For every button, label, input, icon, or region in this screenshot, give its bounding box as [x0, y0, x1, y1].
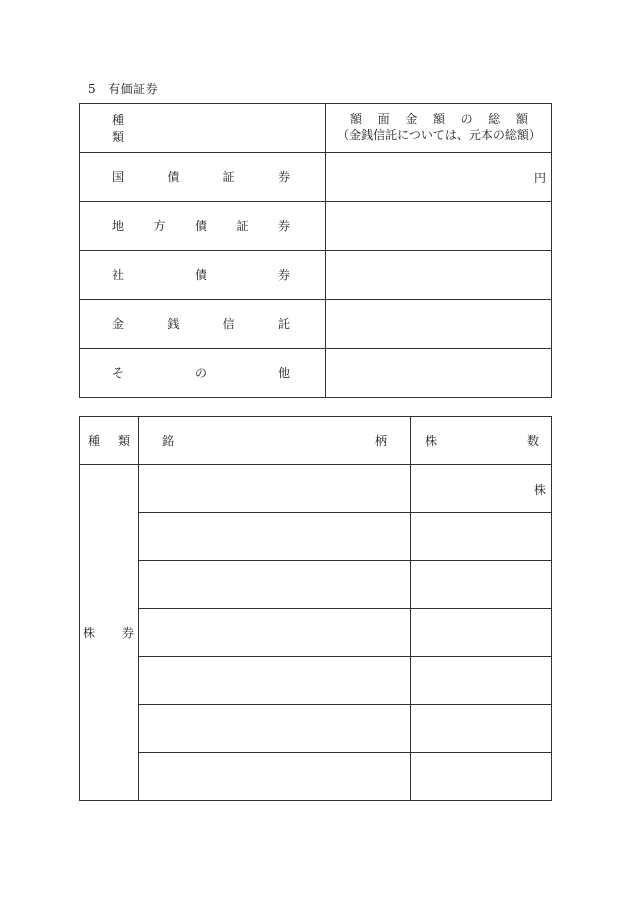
table2-row-divider	[138, 512, 552, 513]
section-heading	[88, 80, 158, 97]
table1-header-amount: 額 面 金 額 の 総 額 （金銭信託については、元本の総額）	[337, 112, 541, 142]
table2-row-divider	[138, 656, 552, 657]
table1-row-label: 金 銭 信 託	[112, 317, 290, 331]
table2-header-brand: 銘 柄	[162, 433, 387, 448]
table1-header-kind: 種 類	[112, 112, 125, 144]
table2-header-kind: 種 類	[88, 433, 130, 448]
table1-row-label: 国 債 証 券	[112, 170, 290, 184]
table1-row-label: 社 債 券	[112, 268, 290, 282]
table1-row-label: 地 方 債 証 券	[112, 219, 290, 233]
table2-row-divider	[138, 704, 552, 705]
section-number: 5	[88, 82, 97, 96]
section-title: 有価証券	[108, 82, 159, 96]
table2-row-divider	[138, 608, 552, 609]
table1-row-label: そ の 他	[112, 366, 290, 380]
table2-kind-label: 株 券	[83, 626, 134, 640]
table2-row-divider	[138, 560, 552, 561]
table2-shares-cell[interactable]: 株	[533, 483, 546, 497]
table2-header-divider	[79, 464, 552, 465]
table2-row-divider	[138, 752, 552, 753]
table1-row-value[interactable]: 円	[533, 171, 546, 185]
table2-header-shares: 株 数	[425, 433, 539, 448]
